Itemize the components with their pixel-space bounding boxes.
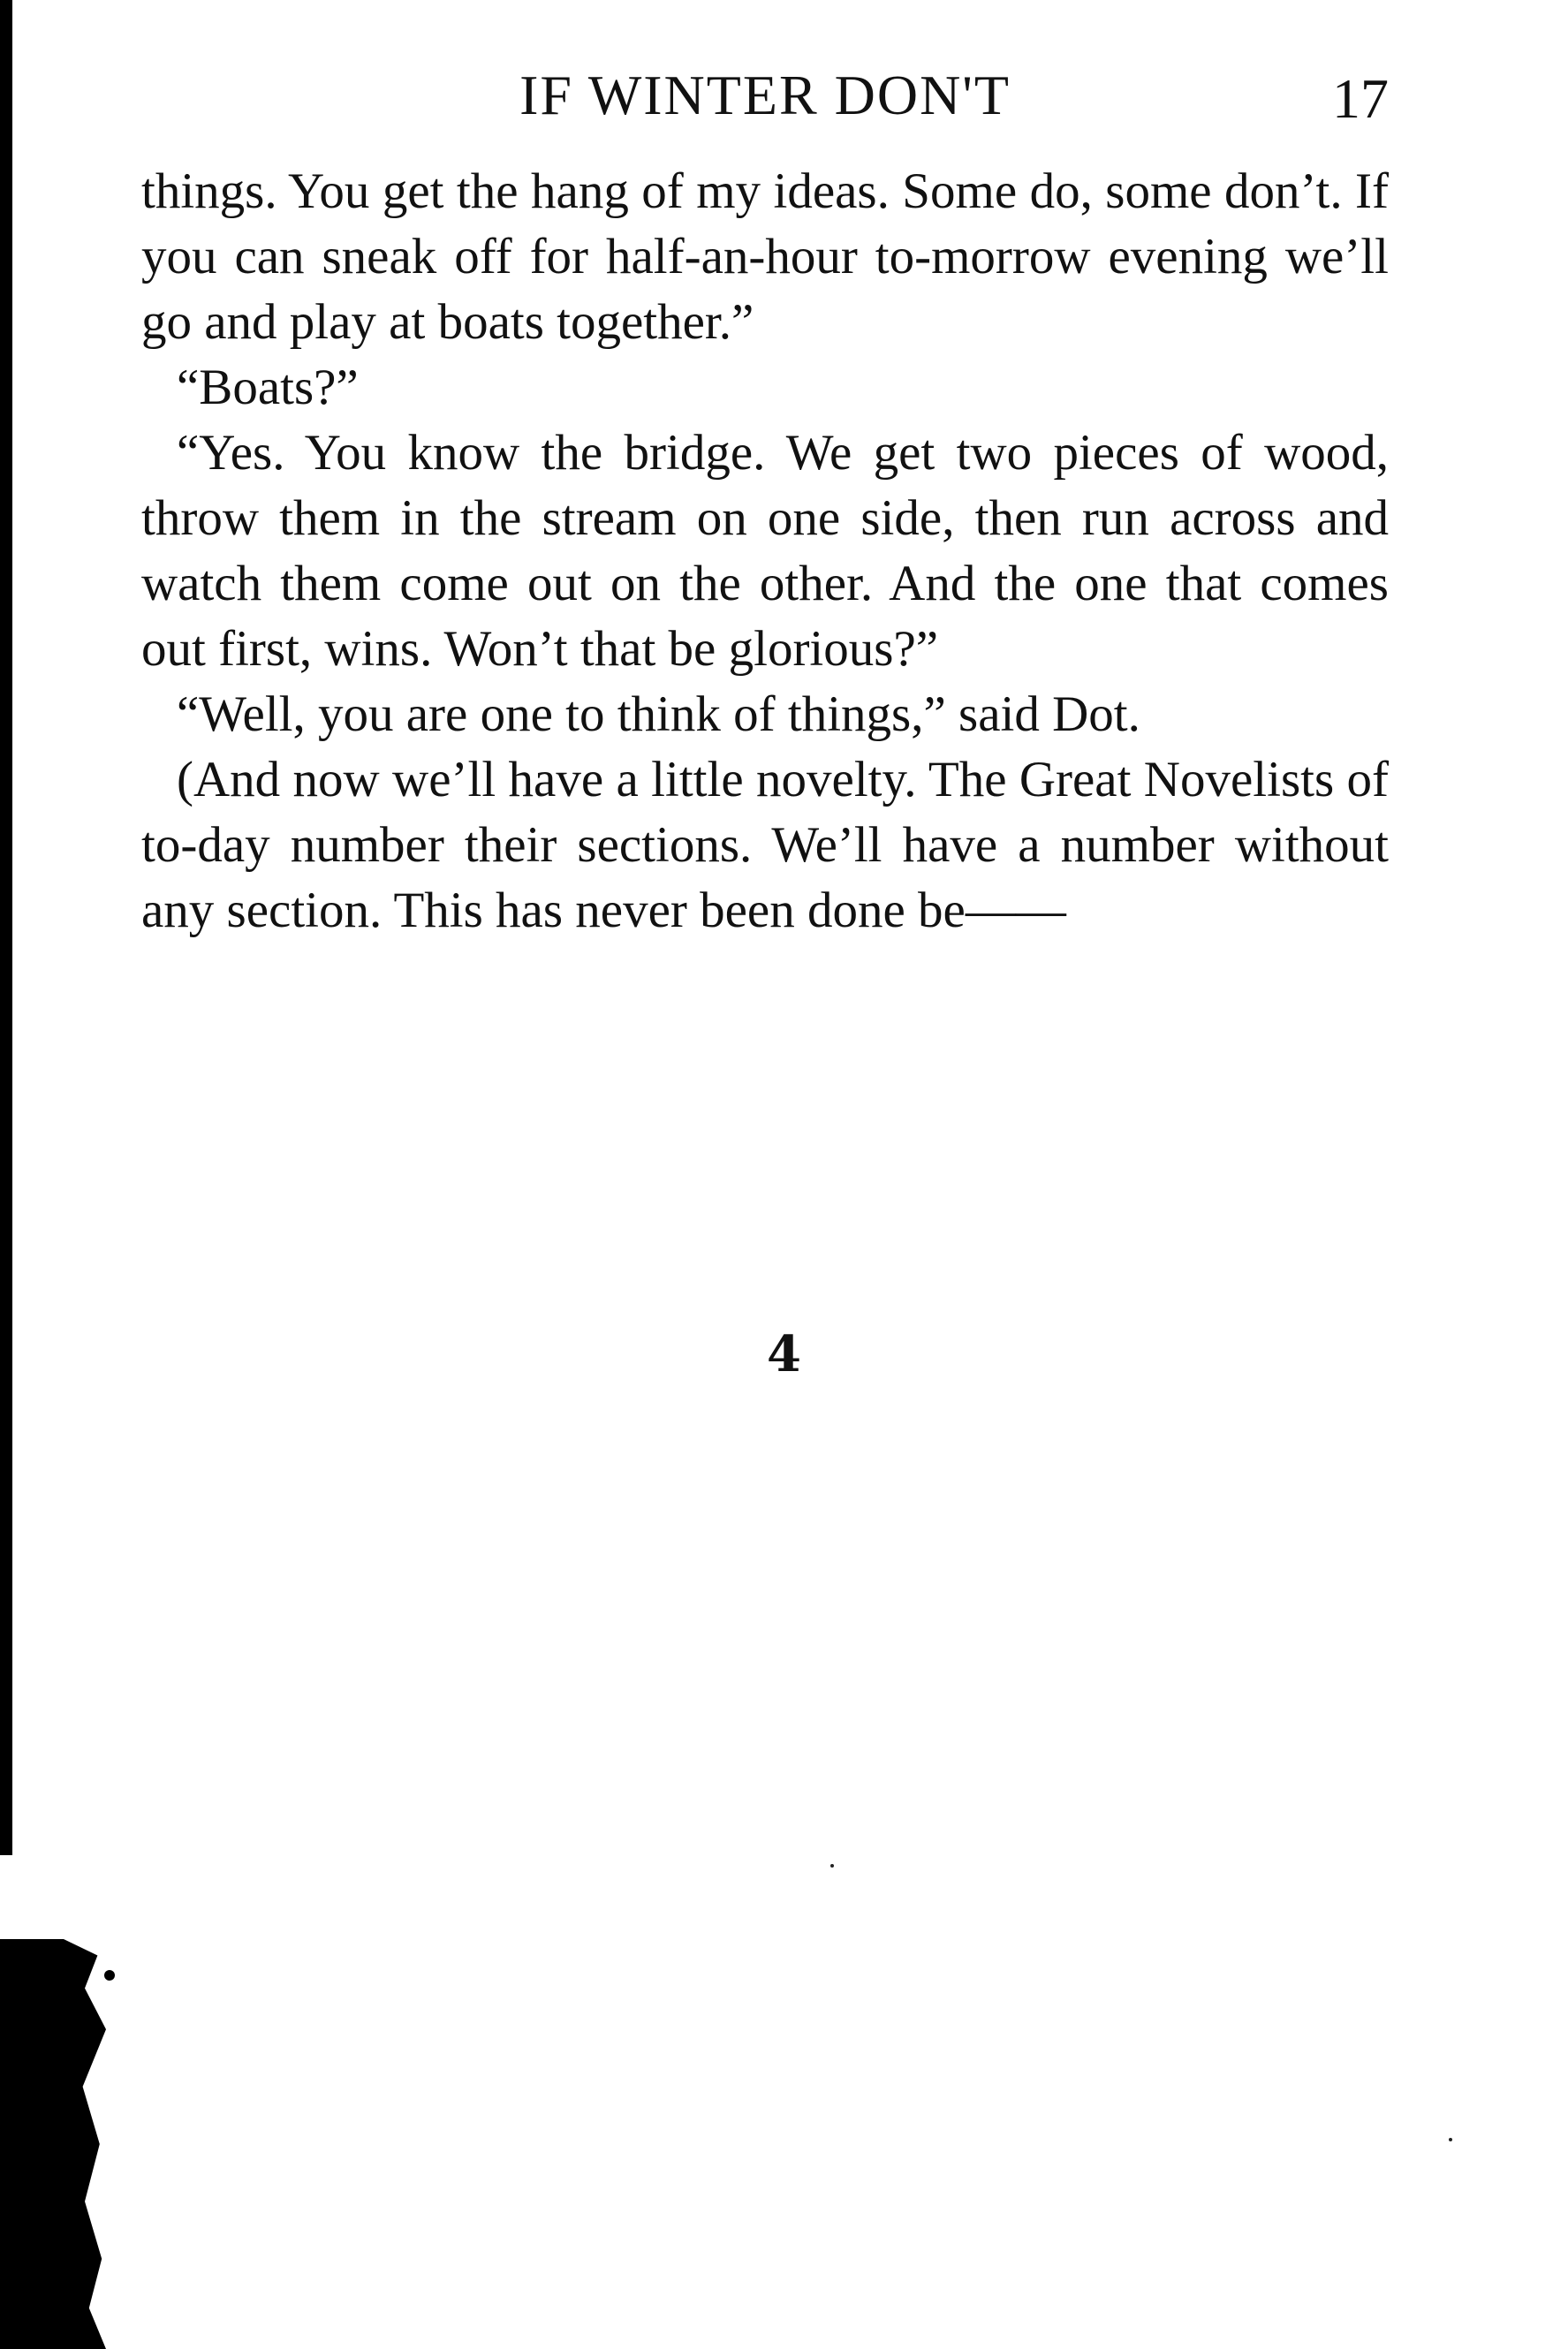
ink-blot (104, 1970, 115, 1981)
paragraph: “Boats?” (177, 360, 359, 415)
paragraph: (And now we’ll have a little novelty. The Great Novelists of to-day number their sections. We’ll have a number without any section. This has never been done be—— (141, 752, 1389, 938)
scan-speck (830, 1864, 834, 1868)
body-text (141, 159, 1389, 943)
running-title: IF WINTER DON'T (519, 64, 1011, 126)
paragraph: things. You get the hang of my ideas. Some do, some don’t. If you can sneak off for half-an-hour to-morrow evening we’ll go and play at boats together.” (141, 163, 1389, 350)
book-spine-shadow (0, 0, 12, 1855)
scan-speck (1449, 2138, 1452, 2141)
paragraph: “Well, you are one to think of things,” said Dot. (177, 686, 1140, 742)
paragraph: “Yes. You know the bridge. We get two pieces of wood, throw them in the stream on one side, then run across and watch them come out on the other. And the one that comes out first, wins. Won’t that be glorious?” (141, 425, 1389, 677)
section-number: 4 (767, 1325, 801, 1383)
book-spine-shadow-lower (0, 1939, 106, 2349)
page-header (141, 60, 1389, 131)
page-number: 17 (1332, 67, 1389, 130)
